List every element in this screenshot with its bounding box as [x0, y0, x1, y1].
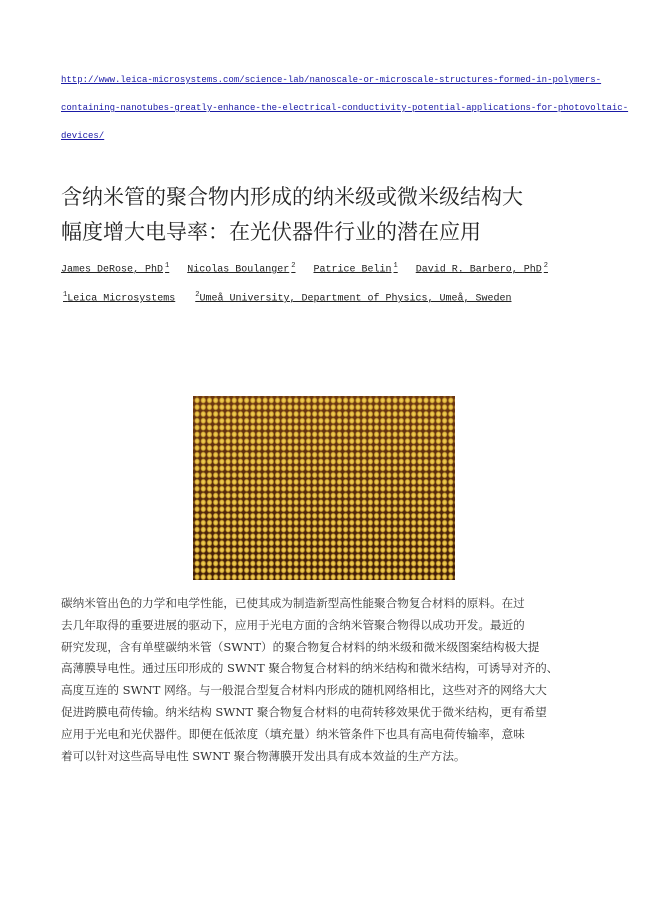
article-title	[61, 180, 601, 250]
source-link-line-3[interactable]: devices/	[61, 131, 105, 141]
paragraph-line: 研究发现，含有单壁碳纳米管（SWNT）的聚合物复合材料的纳米级和微米级图案结构极大提	[61, 639, 540, 654]
author: Patrice Belin $^1$	[313, 262, 398, 276]
nanostructure-micrograph	[193, 396, 455, 580]
affiliation: $^2$Umeå University, Department of Physics, Umeå, Sweden	[195, 291, 512, 305]
affiliation-list	[61, 291, 621, 304]
source-link-line-2[interactable]: containing-nanotubes-greatly-enhance-the-electrical-conductivity-potential-applications-for-photovoltaic-	[61, 103, 629, 113]
paragraph-line: 促进跨膜电荷传输。纳米结构 SWNT 聚合物复合材料的电荷转移效果优于微米结构，更有希望	[61, 704, 547, 719]
author-list	[61, 262, 621, 275]
paragraph-line: 高薄膜导电性。通过压印形成的 SWNT 聚合物复合材料的纳米结构和微米结构，可诱导对齐的、	[61, 661, 559, 676]
source-link-line-1[interactable]: http://www.leica-microsystems.com/science-lab/nanoscale-or-microscale-structures-formed-in-polymers-	[61, 75, 602, 85]
abstract-paragraph	[61, 593, 601, 767]
article-title-line-1: 含纳米管的聚合物内形成的纳米级或微米级结构大	[61, 185, 523, 209]
affiliation: $^1$Leica Microsystems	[63, 291, 176, 305]
paragraph-line: 去几年取得的重要进展的驱动下，应用于光电方面的含纳米管聚合物得以成功开发。最近的	[61, 617, 525, 632]
paragraph-line: 应用于光电和光伏器件。即便在低浓度（填充量）纳米管条件下也具有高电荷传输率，意味	[61, 726, 525, 741]
author: David R. Barbero, PhD $^2$	[415, 262, 548, 276]
author: Nicolas Boulanger $^2$	[187, 262, 296, 276]
paragraph-line: 碳纳米管出色的力学和电学性能，已使其成为制造新型高性能聚合物复合材料的原料。在过	[61, 596, 525, 610]
author: James DeRose, PhD $^1$	[61, 262, 170, 276]
article-title-line-2: 幅度增大电导率：在光伏器件行业的潜在应用	[61, 220, 481, 244]
paragraph-line: 高度互连的 SWNT 网络。与一般混合型复合材料内形成的随机网络相比，这些对齐的网络大大	[61, 683, 547, 698]
source-link[interactable]	[61, 66, 629, 150]
paragraph-line: 着可以针对这些高导电性 SWNT 聚合物薄膜开发出具有成本效益的生产方法。	[61, 748, 466, 763]
